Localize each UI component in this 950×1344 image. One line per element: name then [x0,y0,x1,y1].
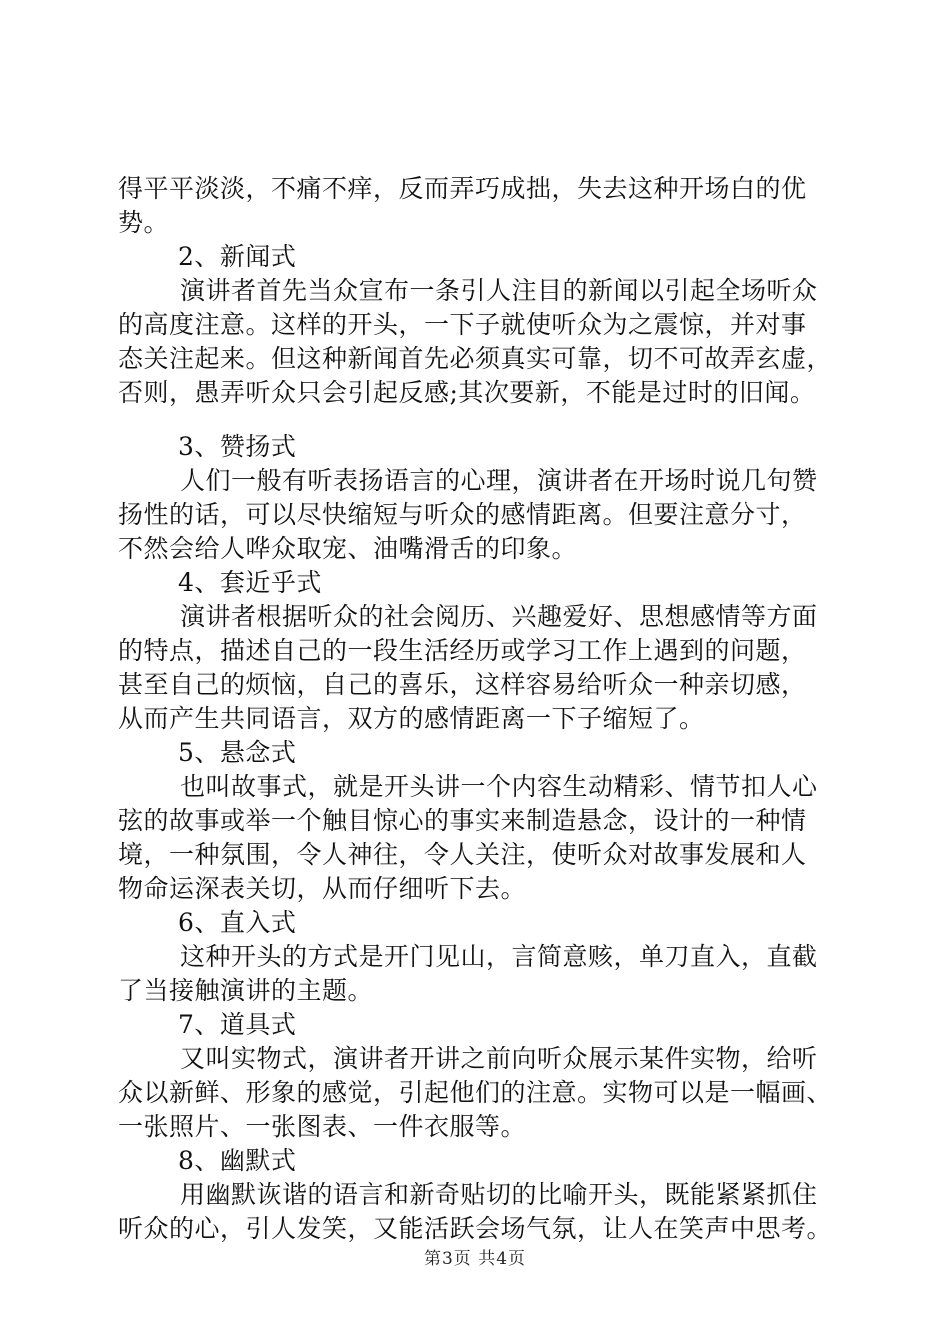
text-line: 也叫故事式，就是开头讲一个内容生动精彩、情节扣人心 [180,772,818,801]
text-line: 态关注起来。但这种新闻首先必须真实可靠，切不可故弄玄虚， [118,344,833,373]
text-line: 得平平淡淡，不痛不痒，反而弄巧成拙，失去这种开场白的优 [118,174,807,203]
text-line: 了当接触演讲的主题。 [118,976,374,1005]
text-line: 势。 [118,208,170,237]
text-line: 这种开头的方式是开门见山，言简意赅，单刀直入，直截 [180,942,818,971]
text-line: 扬性的话，可以尽快缩短与听众的感情距离。但要注意分寸， [118,500,807,529]
text-line: 的特点，描述自己的一段生活经历或学习工作上遇到的问题， [118,636,807,665]
text-line: 否则，愚弄听众只会引起反感;其次要新，不能是过时的旧闻。 [118,378,816,407]
paragraph-gap [118,410,838,430]
section-heading: 5、悬念式 [178,738,297,767]
text-line: 甚至自己的烦恼，自己的喜乐，这样容易给听众一种亲切感， [118,670,807,699]
section-heading: 2、新闻式 [178,242,297,271]
section-heading: 4、套近乎式 [178,568,322,597]
text-line: 一张照片、一张图表、一件衣服等。 [118,1112,527,1141]
text-line: 人们一般有听表扬语言的心理，演讲者在开场时说几句赞 [180,466,818,495]
page-footer: 第3页 共4页 [423,1249,527,1269]
text-line: 弦的故事或举一个触目惊心的事实来制造悬念，设计的一种情 [118,806,807,835]
text-line: 用幽默诙谐的语言和新奇贴切的比喻开头，既能紧紧抓住 [180,1180,818,1209]
text-line: 听众的心，引人发笑，又能活跃会场气氛，让人在笑声中思考。 [118,1214,833,1243]
text-line: 物命运深表关切，从而仔细听下去。 [118,874,527,903]
text-line: 又叫实物式，演讲者开讲之前向听众展示某件实物，给听 [180,1044,818,1073]
section-heading: 3、赞扬式 [178,432,297,461]
text-line: 演讲者首先当众宣布一条引人注目的新闻以引起全场听众 [180,276,818,305]
text-line: 从而产生共同语言，双方的感情距离一下子缩短了。 [118,704,705,733]
text-line: 境，一种氛围，令人神往，令人关注，使听众对故事发展和人 [118,840,807,869]
text-line: 的高度注意。这样的开头，一下子就使听众为之震惊，并对事 [118,310,807,339]
body-text [118,172,838,1246]
text-line: 众以新鲜、形象的感觉，引起他们的注意。实物可以是一幅画、 [118,1078,833,1107]
text-line: 演讲者根据听众的社会阅历、兴趣爱好、思想感情等方面 [180,602,818,631]
section-heading: 6、直入式 [178,908,297,937]
section-heading: 7、道具式 [178,1010,297,1039]
text-line: 不然会给人哗众取宠、油嘴滑舌的印象。 [118,534,578,563]
section-heading: 8、幽默式 [178,1146,297,1175]
